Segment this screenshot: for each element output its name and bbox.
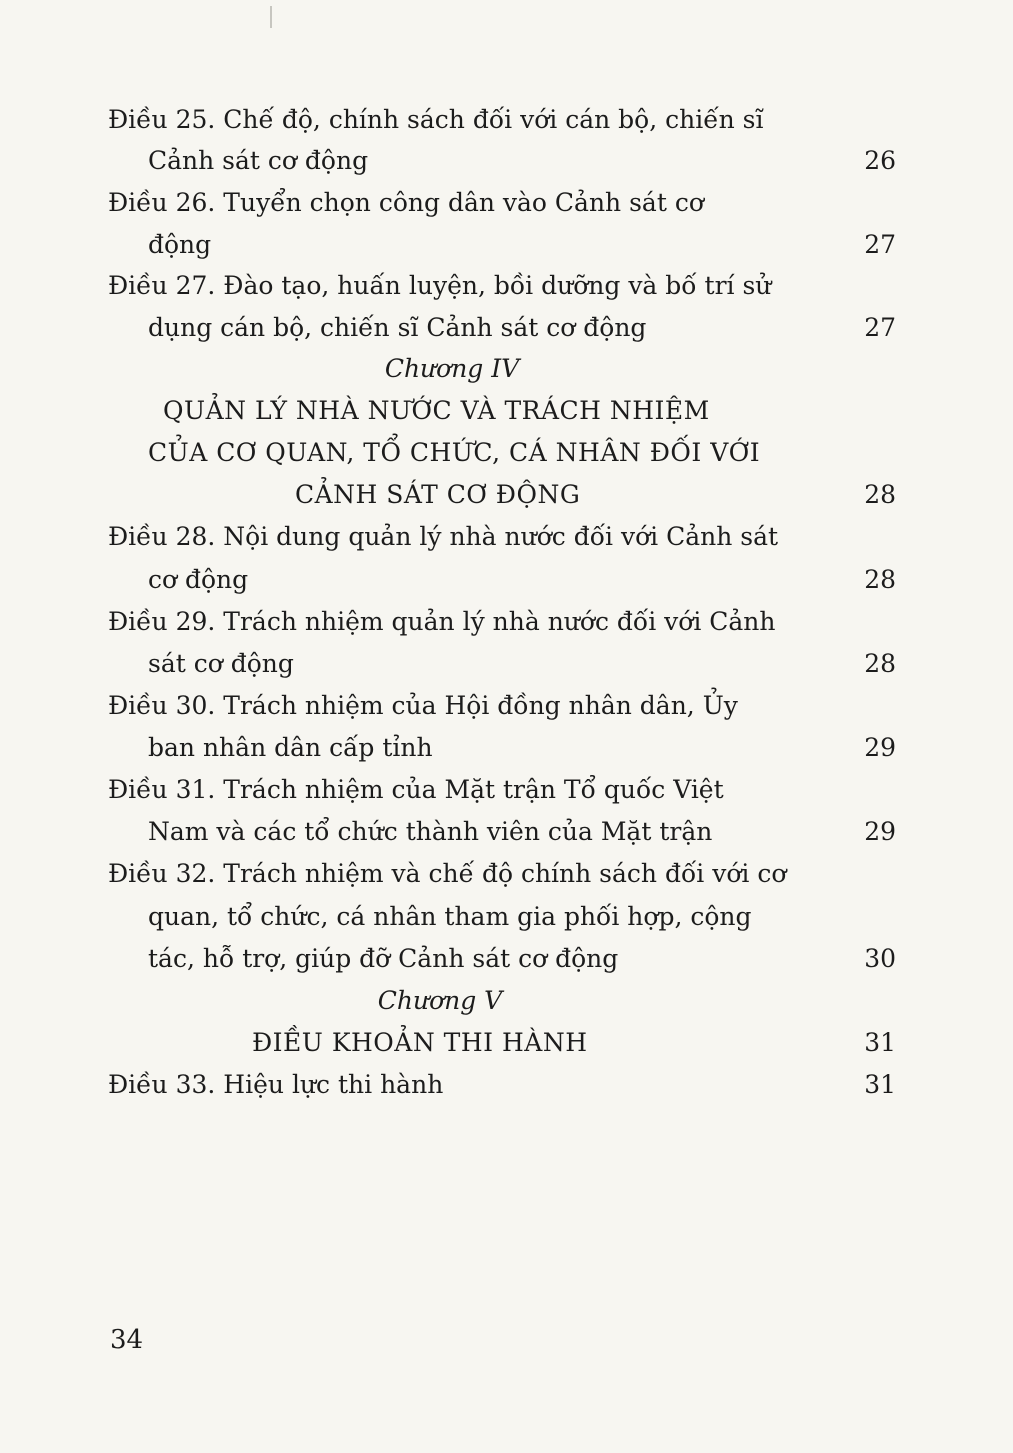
toc-entry-29-page: 28 [864,649,896,678]
toc-entry-30-page: 29 [864,733,896,762]
chapter-4-title-line3: CẢNH SÁT CƠ ĐỘNG [295,480,581,509]
toc-entry-28-line1: Điều 28. Nội dung quản lý nhà nước đối với Cảnh sát [108,522,779,551]
toc-entry-33-line1: Điều 33. Hiệu lực thi hành [108,1070,444,1099]
toc-entry-32-page: 30 [864,944,896,973]
chapter-5-label: Chương V [377,986,503,1015]
toc-entry-29-line1: Điều 29. Trách nhiệm quản lý nhà nước đối với Cảnh [108,607,776,636]
toc-entry-30-line1: Điều 30. Trách nhiệm của Hội đồng nhân dân, Ủy [108,691,738,720]
toc-entry-32-line3: tác, hỗ trợ, giúp đỡ Cảnh sát cơ động [148,944,619,973]
chapter-5-page: 31 [864,1028,896,1057]
chapter-4-page: 28 [864,480,896,509]
toc-entry-30-line2: ban nhân dân cấp tỉnh [148,733,433,762]
toc-entry-27-page: 27 [864,313,896,342]
toc-entry-31-line2: Nam và các tổ chức thành viên của Mặt trận [148,817,713,846]
toc-entry-31-line1: Điều 31. Trách nhiệm của Mặt trận Tổ quốc Việt [108,775,724,804]
chapter-4-title-line1: QUẢN LÝ NHÀ NƯỚC VÀ TRÁCH NHIỆM [163,396,710,425]
page-number: 34 [110,1325,144,1355]
toc-entry-32-line1: Điều 32. Trách nhiệm và chế độ chính sách đối với cơ [108,859,787,888]
toc-entry-26-page: 27 [864,230,896,259]
toc-entry-25-line2: Cảnh sát cơ động [148,146,369,175]
toc-entry-26-line1: Điều 26. Tuyển chọn công dân vào Cảnh sát cơ [108,188,704,217]
toc-entry-33-page: 31 [864,1070,896,1099]
toc-entry-27-line2: dụng cán bộ, chiến sĩ Cảnh sát cơ động [148,313,647,342]
chapter-5-title: ĐIỀU KHOẢN THI HÀNH [252,1028,588,1057]
toc-entry-25-page: 26 [864,146,896,175]
toc-entry-25-line1: Điều 25. Chế độ, chính sách đối với cán bộ, chiến sĩ [108,105,764,134]
toc-entry-27-line1: Điều 27. Đào tạo, huấn luyện, bồi dưỡng và bố trí sử [108,271,772,300]
toc-entry-28-page: 28 [864,565,896,594]
toc-entry-29-line2: sát cơ động [148,649,294,678]
toc-entry-26-line2: động [148,230,212,259]
page-edge-mark [270,6,272,28]
toc-entry-31-page: 29 [864,817,896,846]
chapter-4-title-line2: CỦA CƠ QUAN, TỔ CHỨC, CÁ NHÂN ĐỐI VỚI [148,438,761,467]
toc-entry-28-line2: cơ động [148,565,249,594]
toc-entry-32-line2: quan, tổ chức, cá nhân tham gia phối hợp, cộng [148,902,752,931]
chapter-4-label: Chương IV [384,354,520,383]
